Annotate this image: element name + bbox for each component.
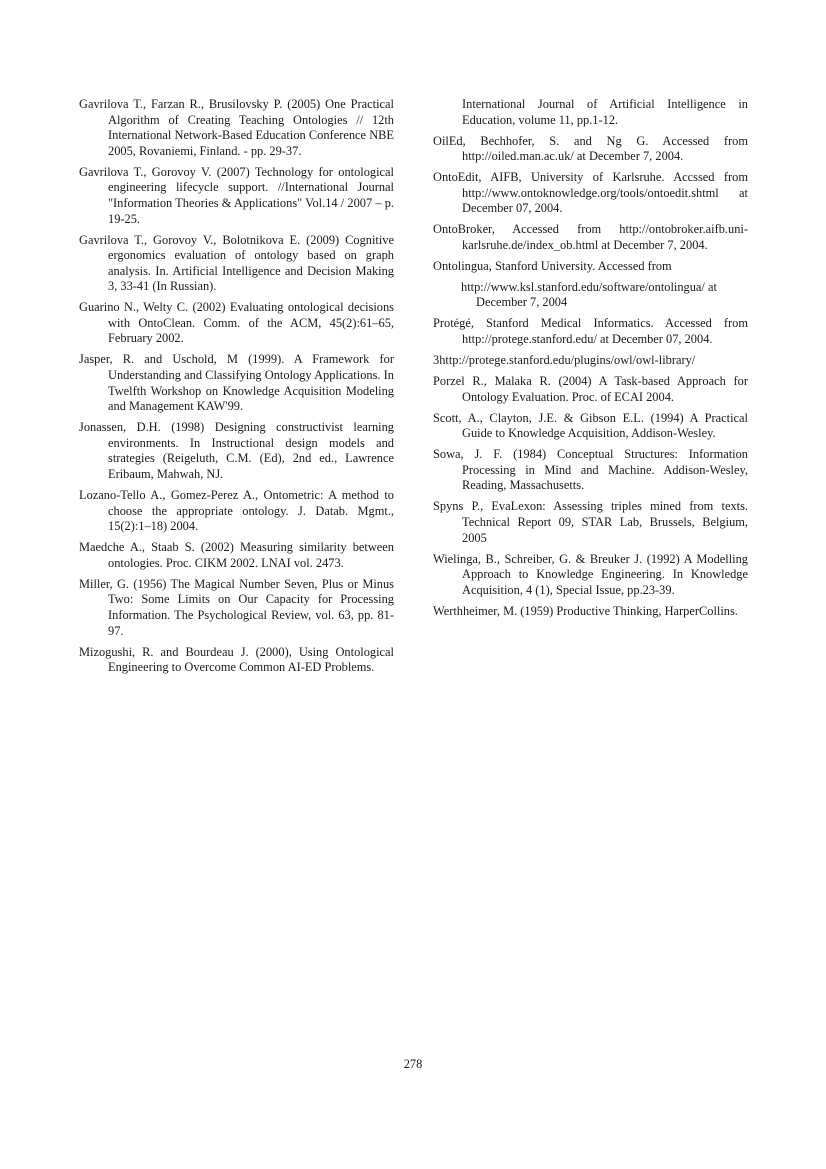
- reference-werthheimer-1959: Werthheimer, M. (1959) Productive Thinking, HarperCollins.: [433, 603, 738, 618]
- reference-miller-1956: Miller, G. (1956) The Magical Number Seven, Plus or Minus Two: Some Limits on Our Capacity for Processing Information. The Psychological Review, vol. 63, pp. 81-97.: [79, 576, 394, 638]
- reference-gavrilova-2009: Gavrilova T., Gorovoy V., Bolotnikova E. (2009) Cognitive ergonomics evaluation of ontology based on graph analysis. In. Artificial Intelligence and Decision Making 3, 33-41 (In Russian).: [79, 232, 394, 294]
- reference-scott-1994: Scott, A., Clayton, J.E. & Gibson E.L. (1994) A Practical Guide to Knowledge Acquisition, Addison-Wesley.: [433, 410, 748, 441]
- page-number: 278: [403, 1057, 423, 1071]
- reference-protege: Protégé, Stanford Medical Informatics. Accessed from http://protege.stanford.edu/ at December 07, 2004.: [433, 316, 748, 347]
- reference-spyns-2005: Spyns P., EvaLexon: Assessing triples mined from texts. Technical Report 09, STAR Lab, Brussels, Belgium, 2005: [433, 499, 748, 545]
- reference-mizogushi-continuation: International Journal of Artificial Intelligence in Education, volume 11, pp.1-12.: [462, 97, 748, 127]
- reference-gavrilova-2005: Gavrilova T., Farzan R., Brusilovsky P. (2005) One Practical Algorithm of Creating Teaching Ontologies // 12th International Network-Based Education Conference NBE 2005, Rovaniemi, Finland. - pp. 29-37.: [79, 97, 394, 158]
- reference-ontolingua: Ontolingua, Stanford University. Accessed from: [433, 258, 672, 273]
- reference-mizogushi-2000: Mizogushi, R. and Bourdeau J. (2000), Using Ontological Engineering to Overcome Common AI-ED Problems.: [79, 644, 394, 675]
- references-right-column: [433, 97, 748, 625]
- references-left-column: [79, 97, 394, 681]
- reference-ontolingua-url: http://www.ksl.stanford.edu/software/ontolingua/ at December 7, 2004: [461, 279, 717, 310]
- reference-ontoedit: OntoEdit, AIFB, University of Karlsruhe. Accssed from http://www.ontoknowledge.org/tools/ontoedit.shtml at December 07, 2004.: [433, 170, 748, 216]
- reference-sowa-1984: Sowa, J. F. (1984) Conceptual Structures: Information Processing in Mind and Machine. Addison-Wesley, Reading, Massachusetts.: [433, 447, 748, 493]
- reference-jonassen-1998: Jonassen, D.H. (1998) Designing constructivist learning environments. In Instructional design models and strategies (Reigeluth, C.M. (Ed), 2nd ed., Lawrence Eribaum, Mahwah, NJ.: [79, 420, 394, 482]
- reference-porzel-2004: Porzel R., Malaka R. (2004) A Task-based Approach for Ontology Evaluation. Proc. of ECAI 2004.: [433, 374, 748, 404]
- reference-lozano-tello-2004: Lozano-Tello A., Gomez-Perez A., Ontometric: A method to choose the appropriate ontology. J. Datab. Mgmt., 15(2):1–18) 2004.: [79, 488, 394, 534]
- reference-guarino-2002: Guarino N., Welty C. (2002) Evaluating ontological decisions with OntoClean. Comm. of the ACM, 45(2):61–65, February 2002.: [79, 300, 394, 346]
- reference-protege-owl-library: 3http://protege.stanford.edu/plugins/owl/owl-library/: [433, 353, 696, 368]
- reference-wielinga-1992: Wielinga, B., Schreiber, G. & Breuker J. (1992) A Modelling Approach to Knowledge Engineering. In Knowledge Acquisition, 4 (1), Special Issue, pp.23-39.: [433, 551, 748, 597]
- reference-jasper-1999: Jasper, R. and Uschold, M (1999). A Framework for Understanding and Classifying Ontology Applications. In Twelfth Workshop on Knowledge Acquisition Modeling and Management KAW'99.: [79, 352, 394, 414]
- reference-gavrilova-2007: Gavrilova T., Gorovoy V. (2007) Technology for ontological engineering lifecycle support. //International Journal "Information Theories & Applications" Vol.14 / 2007 – p. 19-25.: [79, 164, 394, 226]
- reference-ontobroker: OntoBroker, Accessed from http://ontobroker.aifb.uni-karlsruhe.de/index_ob.html at December 7, 2004.: [433, 222, 748, 252]
- reference-oiled: OilEd, Bechhofer, S. and Ng G. Accessed from http://oiled.man.ac.uk/ at December 7, 2004.: [433, 133, 748, 164]
- reference-maedche-2002: Maedche A., Staab S. (2002) Measuring similarity between ontologies. Proc. CIKM 2002. LNAI vol. 2473.: [79, 540, 394, 570]
